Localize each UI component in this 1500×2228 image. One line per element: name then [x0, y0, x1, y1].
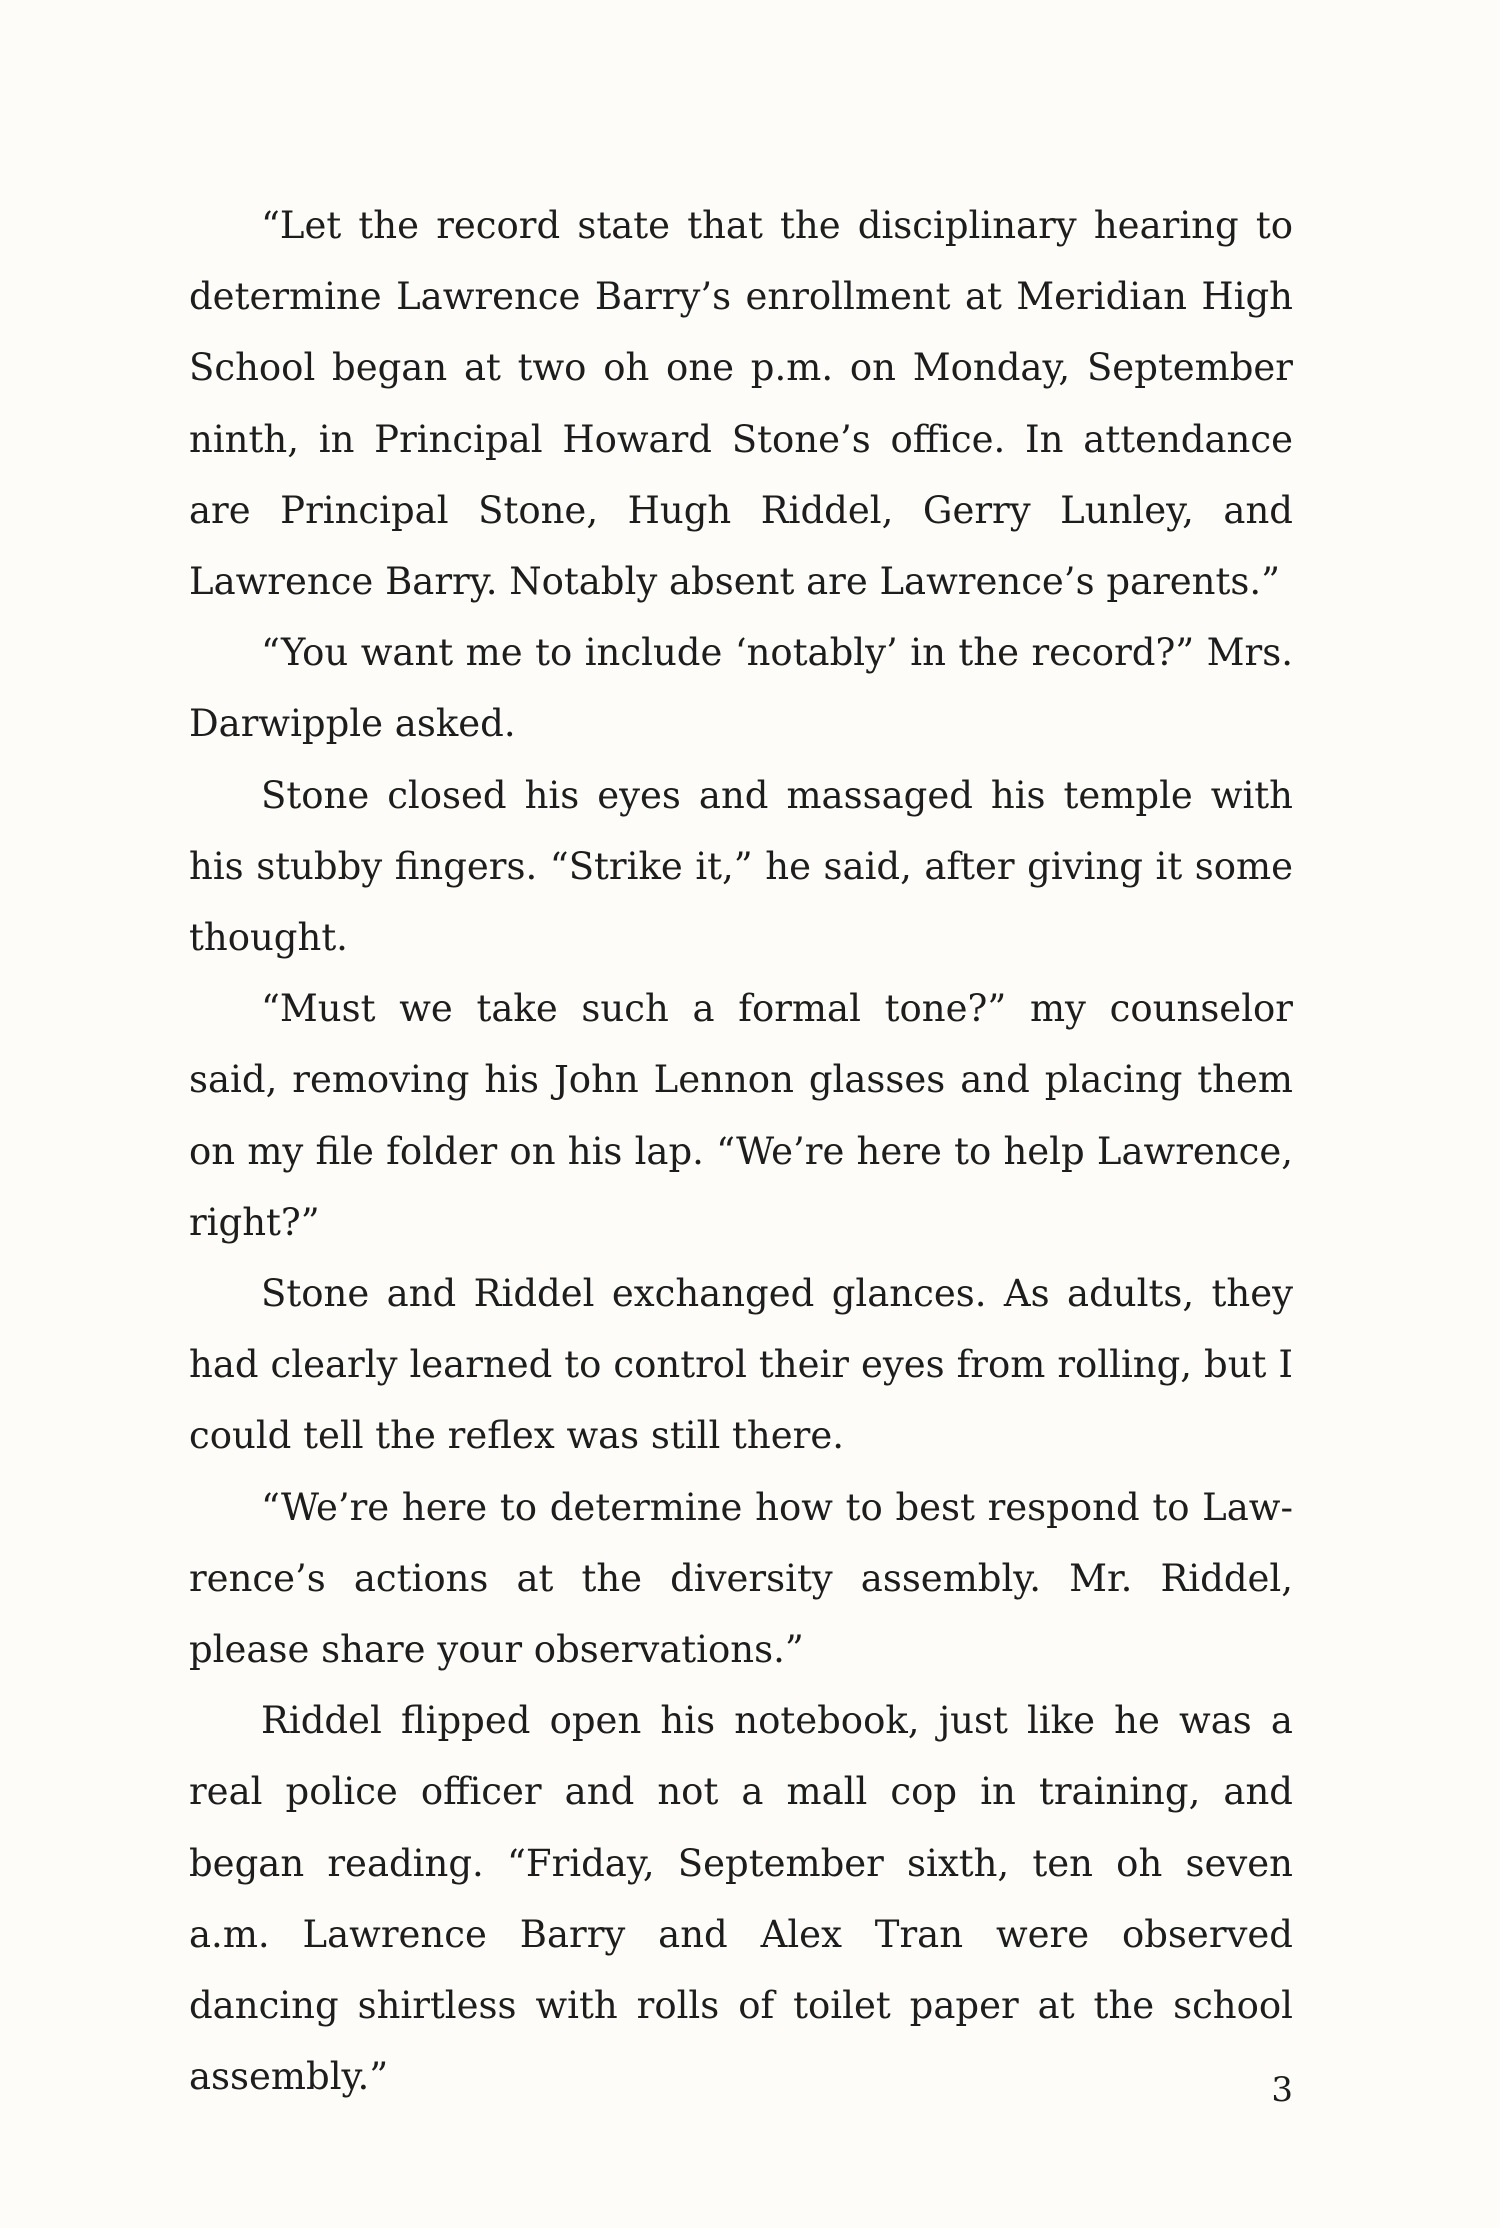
body-text [189, 190, 1293, 2112]
paragraph: “Must we take such a formal tone?” my counselor said, removing his John Lennon glasses and placing them on my file folder on his lap. “We’re here to help Lawrence, right?” [189, 987, 1293, 1244]
paragraph: Riddel flipped open his notebook, just like he was a real police officer and not a mall cop in training, and began reading. “Friday, September sixth, ten oh seven a.m. Lawrence Barry and Alex Tran were observed dancing shirtless with rolls of toilet paper at the school assembly.” [189, 1699, 1293, 2099]
paragraph: “Let the record state that the disciplinary hearing to determine Lawrence Barry’s enrollment at Meridian High School began at two oh one p.m. on Monday, September ninth, in Principal Howard Stone’s office. In attendance are Principal Stone, Hugh Riddel, Gerry Lunley, and Lawrence Barry. Notably absent are Lawrence’s parents.” [189, 204, 1293, 604]
paragraph: “We’re here to determine how to best respond to Lawrence’s actions at the diversity assembly. Mr. Riddel, please share your observations.” [189, 1485, 1293, 1672]
page-number: 3 [1271, 2070, 1293, 2110]
paragraph: Stone and Riddel exchanged glances. As adults, they had clearly learned to control their eyes from rolling, but I could tell the reflex was still there. [189, 1272, 1293, 1458]
paragraph: “You want me to include ‘notably’ in the record?” Mrs. Darwipple asked. [189, 631, 1293, 746]
paragraph: Stone closed his eyes and massaged his temple with his stubby fingers. “Strike it,” he said, after giving it some thought. [189, 773, 1293, 960]
